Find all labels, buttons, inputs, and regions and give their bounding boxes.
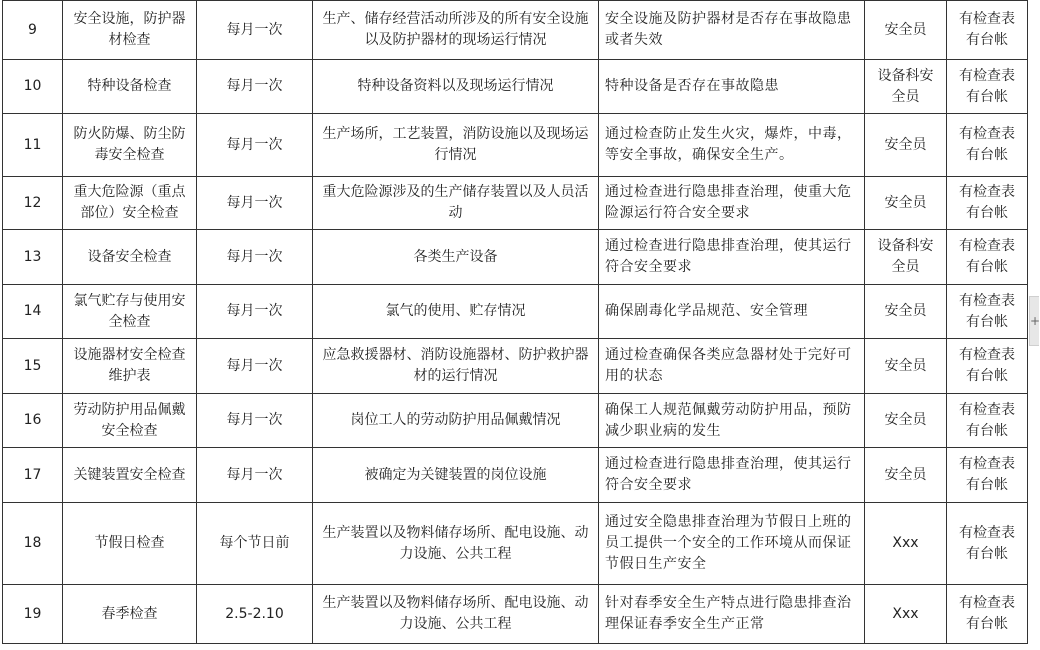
inspection-scope: 岗位工人的劳动防护用品佩戴情况 <box>313 394 599 448</box>
inspection-scope: 生产装置以及物料储存场所、配电设施、动力设施、公共工程 <box>313 503 599 585</box>
inspection-purpose: 通过检查进行隐患排查治理，使其运行符合安全要求 <box>599 230 865 285</box>
inspection-table <box>2 0 1028 644</box>
responsible-person: 安全员 <box>865 177 947 230</box>
responsible-person: Xxx <box>865 585 947 644</box>
side-expand-tab[interactable] <box>1029 296 1039 346</box>
inspection-purpose: 安全设施及防护器材是否存在事故隐患或者失效 <box>599 1 865 60</box>
responsible-person: 设备科安全员 <box>865 230 947 285</box>
inspection-scope: 氯气的使用、贮存情况 <box>313 285 599 339</box>
inspection-frequency: 每月一次 <box>197 448 313 503</box>
plus-icon: + <box>1029 314 1040 328</box>
record-type: 有检查表有台帐 <box>947 448 1028 503</box>
inspection-scope: 生产、储存经营活动所涉及的所有安全设施以及防护器材的现场运行情况 <box>313 1 599 60</box>
inspection-purpose: 针对春季安全生产特点进行隐患排查治理保证春季安全生产正常 <box>599 585 865 644</box>
table-row <box>3 60 1028 114</box>
inspection-name: 防火防爆、防尘防毒安全检查 <box>63 114 197 177</box>
inspection-purpose: 通过检查进行隐患排查治理，使其运行符合安全要求 <box>599 448 865 503</box>
inspection-name: 特种设备检查 <box>63 60 197 114</box>
row-number: 17 <box>3 448 63 503</box>
inspection-name: 设备安全检查 <box>63 230 197 285</box>
inspection-scope: 各类生产设备 <box>313 230 599 285</box>
record-type: 有检查表有台帐 <box>947 285 1028 339</box>
inspection-frequency: 每月一次 <box>197 60 313 114</box>
inspection-name: 重大危险源（重点部位）安全检查 <box>63 177 197 230</box>
row-number: 15 <box>3 339 63 394</box>
responsible-person: 安全员 <box>865 114 947 177</box>
responsible-person: 安全员 <box>865 339 947 394</box>
record-type: 有检查表有台帐 <box>947 60 1028 114</box>
inspection-frequency: 每月一次 <box>197 1 313 60</box>
inspection-frequency: 每月一次 <box>197 230 313 285</box>
record-type: 有检查表有台帐 <box>947 394 1028 448</box>
inspection-frequency: 每月一次 <box>197 114 313 177</box>
inspection-scope: 被确定为关键装置的岗位设施 <box>313 448 599 503</box>
inspection-name: 劳动防护用品佩戴安全检查 <box>63 394 197 448</box>
table-row <box>3 585 1028 644</box>
row-number: 9 <box>3 1 63 60</box>
table-row <box>3 114 1028 177</box>
record-type: 有检查表有台帐 <box>947 1 1028 60</box>
inspection-scope: 生产装置以及物料储存场所、配电设施、动力设施、公共工程 <box>313 585 599 644</box>
inspection-purpose: 通过安全隐患排查治理为节假日上班的员工提供一个安全的工作环境从而保证节假日生产安全 <box>599 503 865 585</box>
inspection-frequency: 每月一次 <box>197 285 313 339</box>
table-row <box>3 339 1028 394</box>
responsible-person: 安全员 <box>865 394 947 448</box>
row-number: 10 <box>3 60 63 114</box>
row-number: 19 <box>3 585 63 644</box>
inspection-name: 安全设施，防护器材检查 <box>63 1 197 60</box>
row-number: 16 <box>3 394 63 448</box>
record-type: 有检查表有台帐 <box>947 114 1028 177</box>
inspection-frequency: 每月一次 <box>197 394 313 448</box>
inspection-name: 节假日检查 <box>63 503 197 585</box>
record-type: 有检查表有台帐 <box>947 339 1028 394</box>
record-type: 有检查表有台帐 <box>947 177 1028 230</box>
responsible-person: 设备科安全员 <box>865 60 947 114</box>
responsible-person: 安全员 <box>865 1 947 60</box>
inspection-frequency: 每月一次 <box>197 339 313 394</box>
inspection-purpose: 确保工人规范佩戴劳动防护用品，预防减少职业病的发生 <box>599 394 865 448</box>
table-row <box>3 230 1028 285</box>
row-number: 18 <box>3 503 63 585</box>
inspection-purpose: 确保剧毒化学品规范、安全管理 <box>599 285 865 339</box>
inspection-scope: 应急救援器材、消防设施器材、防护救护器材的运行情况 <box>313 339 599 394</box>
record-type: 有检查表有台帐 <box>947 585 1028 644</box>
row-number: 14 <box>3 285 63 339</box>
table-row <box>3 503 1028 585</box>
record-type: 有检查表有台帐 <box>947 503 1028 585</box>
record-type: 有检查表有台帐 <box>947 230 1028 285</box>
inspection-name: 春季检查 <box>63 585 197 644</box>
inspection-scope: 生产场所，工艺装置，消防设施以及现场运行情况 <box>313 114 599 177</box>
inspection-scope: 重大危险源涉及的生产储存装置以及人员活动 <box>313 177 599 230</box>
inspection-purpose: 通过检查进行隐患排查治理，使重大危险源运行符合安全要求 <box>599 177 865 230</box>
inspection-name: 设施器材安全检查维护表 <box>63 339 197 394</box>
row-number: 11 <box>3 114 63 177</box>
row-number: 12 <box>3 177 63 230</box>
row-number: 13 <box>3 230 63 285</box>
inspection-scope: 特种设备资料以及现场运行情况 <box>313 60 599 114</box>
inspection-frequency: 每个节日前 <box>197 503 313 585</box>
inspection-purpose: 特种设备是否存在事故隐患 <box>599 60 865 114</box>
table-row <box>3 394 1028 448</box>
responsible-person: Xxx <box>865 503 947 585</box>
inspection-frequency: 2.5-2.10 <box>197 585 313 644</box>
table-row <box>3 448 1028 503</box>
table-row <box>3 1 1028 60</box>
table-row <box>3 285 1028 339</box>
inspection-purpose: 通过检查防止发生火灾，爆炸，中毒，等安全事故，确保安全生产。 <box>599 114 865 177</box>
responsible-person: 安全员 <box>865 448 947 503</box>
inspection-name: 关键装置安全检查 <box>63 448 197 503</box>
inspection-purpose: 通过检查确保各类应急器材处于完好可用的状态 <box>599 339 865 394</box>
table-row <box>3 177 1028 230</box>
responsible-person: 安全员 <box>865 285 947 339</box>
inspection-name: 氯气贮存与使用安全检查 <box>63 285 197 339</box>
inspection-frequency: 每月一次 <box>197 177 313 230</box>
